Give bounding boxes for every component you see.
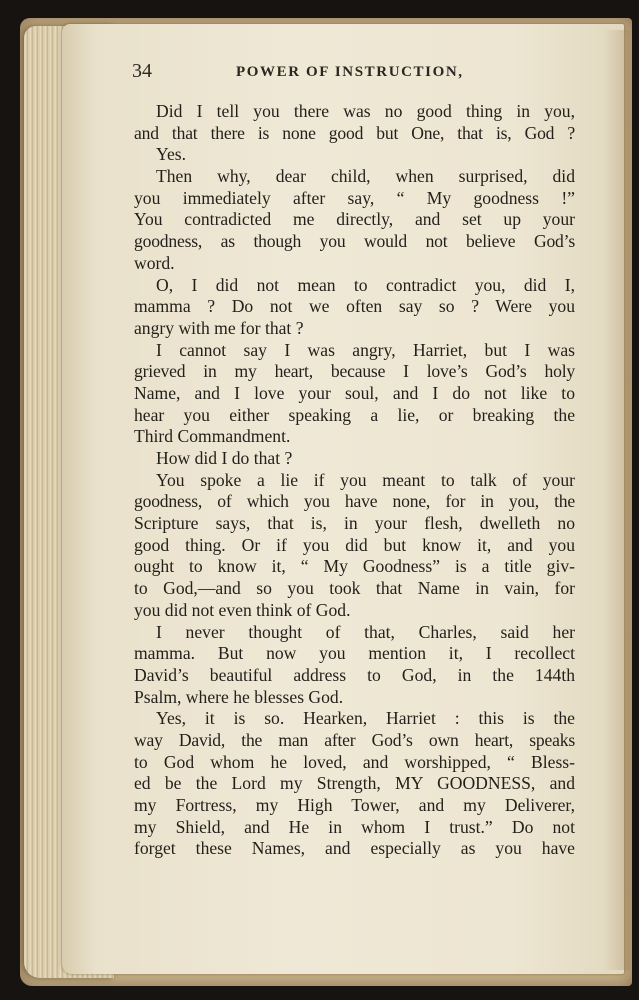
text-line: grieved in my heart, because I love’s God’s holy [134, 361, 575, 382]
text-line: good thing. Or if you did but know it, and you [134, 534, 575, 555]
text-line: you did not even think of God. [134, 599, 351, 620]
text-line: you immediately after say, “ My goodness !” [134, 187, 575, 208]
text-line: my Fortress, my High Tower, and my Deliverer, [134, 795, 575, 815]
text-line: forget these Names, and especially as you have [134, 838, 575, 859]
text-line: ought to know it, “ My Goodness” is a title giv- [134, 556, 575, 577]
text-line: Third Commandment. [134, 426, 291, 447]
text-line: ed be the Lord my Strength, MY GOODNESS, and [134, 773, 575, 794]
text-line: way David, the man after God’s own heart, speaks [134, 729, 575, 750]
page-number: 34 [132, 60, 152, 82]
text-line: word. [134, 252, 175, 273]
text-line: Then why, dear child, when surprised, did [156, 166, 575, 187]
running-head: POWER OF INSTRUCTION, [236, 64, 464, 80]
text-line: O, I did not mean to contradict you, did I, [156, 274, 575, 295]
text-line: hear you either speaking a lie, or breaking the [134, 404, 575, 425]
page-shadow [604, 30, 630, 970]
text-line: Yes. [156, 144, 186, 165]
text-line: I cannot say I was angry, Harriet, but I was [156, 339, 575, 360]
text-line: You spoke a lie if you meant to talk of your [156, 469, 575, 490]
text-line: I never thought of that, Charles, said her [156, 621, 575, 642]
text-line: to God,—and so you took that Name in vain, for [134, 578, 575, 599]
text-line: Yes, it is so. Hearken, Harriet : this is the [156, 708, 575, 729]
text-line: You contradicted me directly, and set up your [134, 209, 575, 230]
text-line: and that there is none good but One, that is, God ? [134, 122, 575, 143]
text-line: Psalm, where he blesses God. [134, 686, 344, 707]
text-line: goodness, as though you would not believe God’s [134, 231, 575, 252]
text-line: angry with me for that ? [134, 317, 304, 338]
text-line: mamma ? Do not we often say so ? Were you [134, 296, 575, 317]
text-line: How did I do that ? [156, 448, 293, 468]
text-line: Scripture says, that is, in your flesh, dwelleth no [134, 513, 575, 534]
text-line: Did I tell you there was no good thing in you, [156, 101, 575, 121]
body-text [134, 101, 575, 860]
text-line: to God whom he loved, and worshipped, “ Bless- [134, 751, 575, 772]
text-line: David’s beautiful address to God, in the 144th [134, 664, 575, 685]
text-line: mamma. But now you mention it, I recollect [134, 643, 575, 664]
text-line: my Shield, and He in whom I trust.” Do not [134, 816, 575, 837]
text-line: Name, and I love your soul, and I do not like to [134, 382, 575, 403]
text-line: goodness, of which you have none, for in you, the [134, 491, 575, 512]
